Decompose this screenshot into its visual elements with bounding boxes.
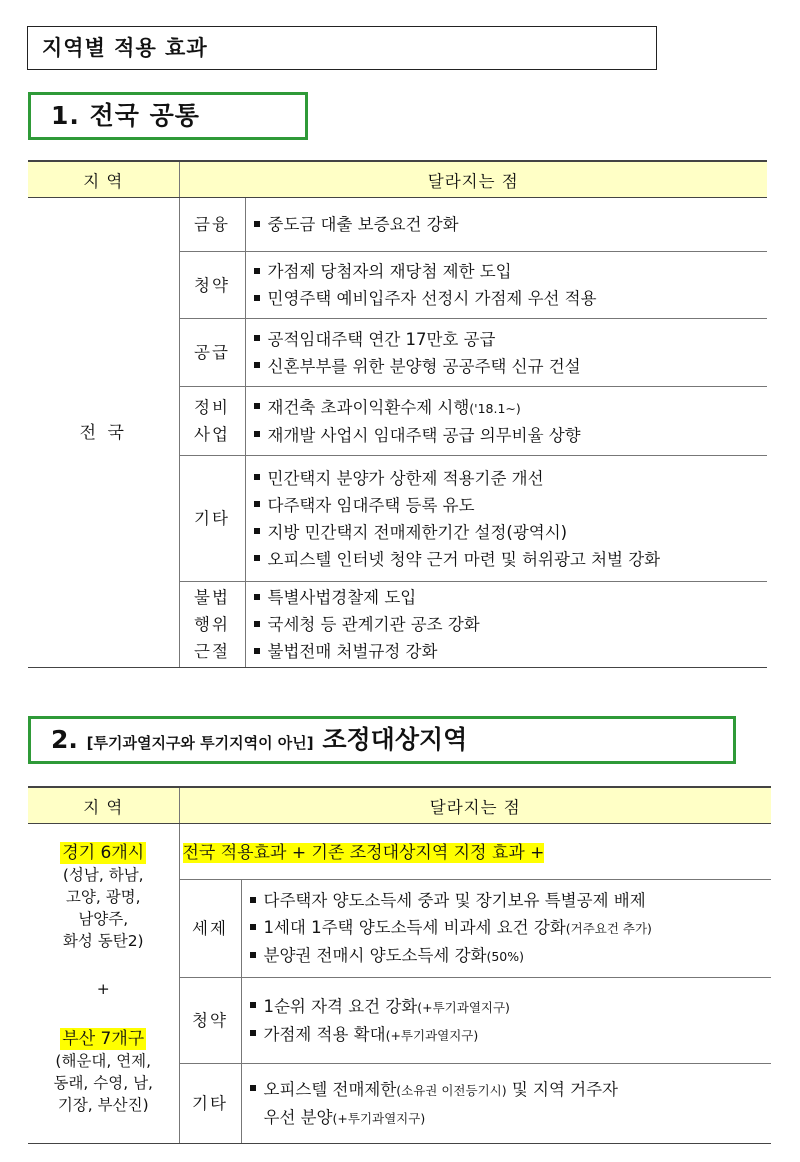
category-line: 금융 [194, 215, 230, 234]
item-note: (+투기과열지구) [417, 999, 510, 1015]
category-label [179, 456, 245, 582]
table-row [28, 824, 771, 880]
region-group-1 [28, 842, 179, 864]
item-text: 민간택지 분양가 상한제 적용기준 개선 [267, 468, 544, 488]
bullet-icon [254, 268, 260, 274]
region-line: 남양주, [78, 910, 129, 928]
item-line [254, 285, 768, 312]
item-note: (50%) [486, 949, 524, 964]
item-line [250, 887, 772, 914]
region-line: 고양, 광명, [65, 888, 141, 906]
items-cell [245, 456, 767, 582]
item-line [254, 353, 768, 380]
page-title: 지역별 적용 효과 [27, 26, 657, 70]
item-text: 특별사법경찰제 도입 [267, 588, 417, 607]
item-text: 재건축 초과이익환수제 시행 [267, 397, 470, 417]
region-group-2-title: 부산 7개구 [62, 1029, 145, 1049]
bullet-icon [254, 295, 260, 301]
bullet-icon [250, 897, 256, 903]
section2-heading-qualifier: [투기과열지구와 투기지역이 아닌] [86, 734, 314, 752]
item-line [254, 326, 768, 353]
bullet-icon [254, 555, 260, 561]
item-line [254, 519, 768, 546]
items-cell [245, 387, 767, 456]
items-cell [245, 198, 767, 252]
item-line [250, 1076, 772, 1104]
category-line: 공급 [194, 343, 230, 362]
item-text: 오피스텔 전매제한 [263, 1079, 397, 1099]
category-label [179, 978, 241, 1064]
category-line: 정비 [194, 398, 230, 417]
item-line [250, 1104, 772, 1132]
section2-heading-prefix: 2. [51, 725, 78, 754]
category-line: 근절 [194, 642, 230, 661]
item-note: (소유권 이전등기시) [396, 1082, 507, 1098]
item-text: 불법전매 처벌규정 강화 [267, 642, 438, 661]
item-text: 재개발 사업시 임대주택 공급 의무비율 상향 [267, 425, 581, 445]
bullet-icon [254, 221, 260, 227]
item-text: 중도금 대출 보증요건 강화 [267, 215, 459, 234]
category-line: 불법 [194, 588, 230, 607]
bullet-icon [250, 952, 256, 958]
category-label [179, 582, 245, 668]
item-line [250, 1021, 772, 1049]
category-label [179, 319, 245, 387]
bullet-icon [254, 474, 260, 480]
category-line: 세제 [192, 919, 228, 938]
item-text: 분양권 전매시 양도소득세 강화 [263, 946, 487, 965]
bullet-icon [254, 501, 260, 507]
item-text: 1세대 1주택 양도소득세 비과세 요건 강화 [263, 918, 566, 937]
items-cell [245, 252, 767, 319]
item-line [254, 584, 768, 611]
region-line: 기장, 부산진) [57, 1096, 149, 1114]
category-line: 청약 [192, 1011, 228, 1030]
section1-heading: 1. 전국 공통 [28, 92, 308, 140]
item-line [250, 942, 772, 970]
item-text: 오피스텔 인터넷 청약 근거 마련 및 허위광고 처벌 강화 [267, 549, 661, 569]
region-line: 화성 동탄2) [62, 932, 144, 950]
bullet-icon [254, 431, 260, 437]
bullet-icon [254, 403, 260, 409]
item-text: 다주택자 임대주택 등록 유도 [267, 495, 475, 515]
intro-cell [179, 824, 771, 880]
item-line [254, 492, 768, 519]
items-cell [241, 880, 771, 978]
category-label [179, 252, 245, 319]
category-line: 사업 [194, 425, 230, 444]
region-group-2 [28, 1028, 179, 1050]
bullet-icon [250, 1030, 256, 1036]
bullet-icon [254, 528, 260, 534]
item-note: ('18.1∼) [469, 400, 521, 416]
bullet-icon [254, 621, 260, 627]
region-cell: 전 국 [28, 198, 179, 668]
bullet-icon [254, 648, 260, 654]
category-label [179, 198, 245, 252]
adjustment-area-table [28, 786, 771, 1144]
item-text: 다주택자 양도소득세 중과 및 장기보유 특별공제 배제 [263, 891, 646, 910]
category-label [179, 880, 241, 978]
item-line [254, 422, 768, 449]
category-line: 행위 [194, 615, 230, 634]
region-plus: + [96, 980, 110, 998]
bullet-icon [250, 924, 256, 930]
items-cell [245, 582, 767, 668]
item-text: 공적임대주택 연간 17만호 공급 [267, 329, 496, 349]
category-label [179, 1064, 241, 1144]
bullet-icon [254, 335, 260, 341]
bullet-icon [254, 362, 260, 368]
header-diff: 달라지는 점 [179, 161, 767, 198]
section2-heading [28, 716, 736, 764]
header-region: 지 역 [28, 161, 179, 198]
item-text: 국세청 등 관계기관 공조 강화 [267, 615, 480, 634]
items-cell [241, 1064, 771, 1144]
item-text: 민영주택 예비입주자 선정시 가점제 우선 적용 [267, 289, 597, 308]
item-text: 우선 분양 [263, 1107, 333, 1127]
item-note: (+투기과열지구) [385, 1027, 479, 1043]
items-cell [241, 978, 771, 1064]
item-tail: 및 지역 거주자 [506, 1079, 618, 1099]
nationwide-table [28, 160, 767, 668]
item-text: 가점제 당첨자의 재당첨 제한 도입 [267, 262, 512, 281]
item-line [250, 914, 772, 942]
region-cell [28, 824, 179, 1144]
section2-heading-main: 조정대상지역 [322, 725, 468, 754]
region-line: (성남, 하남, [62, 866, 144, 884]
item-note: (거주요건 추가) [565, 921, 652, 936]
category-line: 청약 [194, 275, 230, 295]
header-region: 지 역 [28, 787, 179, 824]
bullet-icon [250, 1002, 256, 1008]
bullet-icon [250, 1085, 256, 1091]
item-note: (+투기과열지구) [332, 1110, 426, 1126]
category-line: 기타 [192, 1094, 228, 1113]
item-text: 신혼부부를 위한 분양형 공공주택 신규 건설 [267, 356, 581, 376]
header-diff: 달라지는 점 [179, 787, 771, 824]
region-group-1-title: 경기 6개시 [62, 843, 145, 863]
region-line: 동래, 수영, 남, [53, 1074, 153, 1092]
bullet-icon [254, 594, 260, 600]
item-line [254, 465, 768, 492]
item-text: 지방 민간택지 전매제한기간 설정(광역시) [267, 522, 568, 542]
item-line [250, 993, 772, 1021]
item-line [254, 638, 768, 665]
item-line [254, 611, 768, 638]
intro-text: 전국 적용효과 + 기존 조정대상지역 지정 효과 + [182, 843, 545, 863]
item-text: 가점제 적용 확대 [263, 1024, 386, 1044]
region-line: (해운대, 연제, [55, 1052, 152, 1070]
table-row [28, 198, 767, 252]
item-text: 1순위 자격 요건 강화 [263, 996, 418, 1016]
item-line [254, 211, 768, 238]
items-cell [245, 319, 767, 387]
item-line [254, 394, 768, 422]
item-line [254, 546, 768, 573]
category-line: 기타 [194, 509, 230, 528]
category-label [179, 387, 245, 456]
item-line [254, 258, 768, 285]
